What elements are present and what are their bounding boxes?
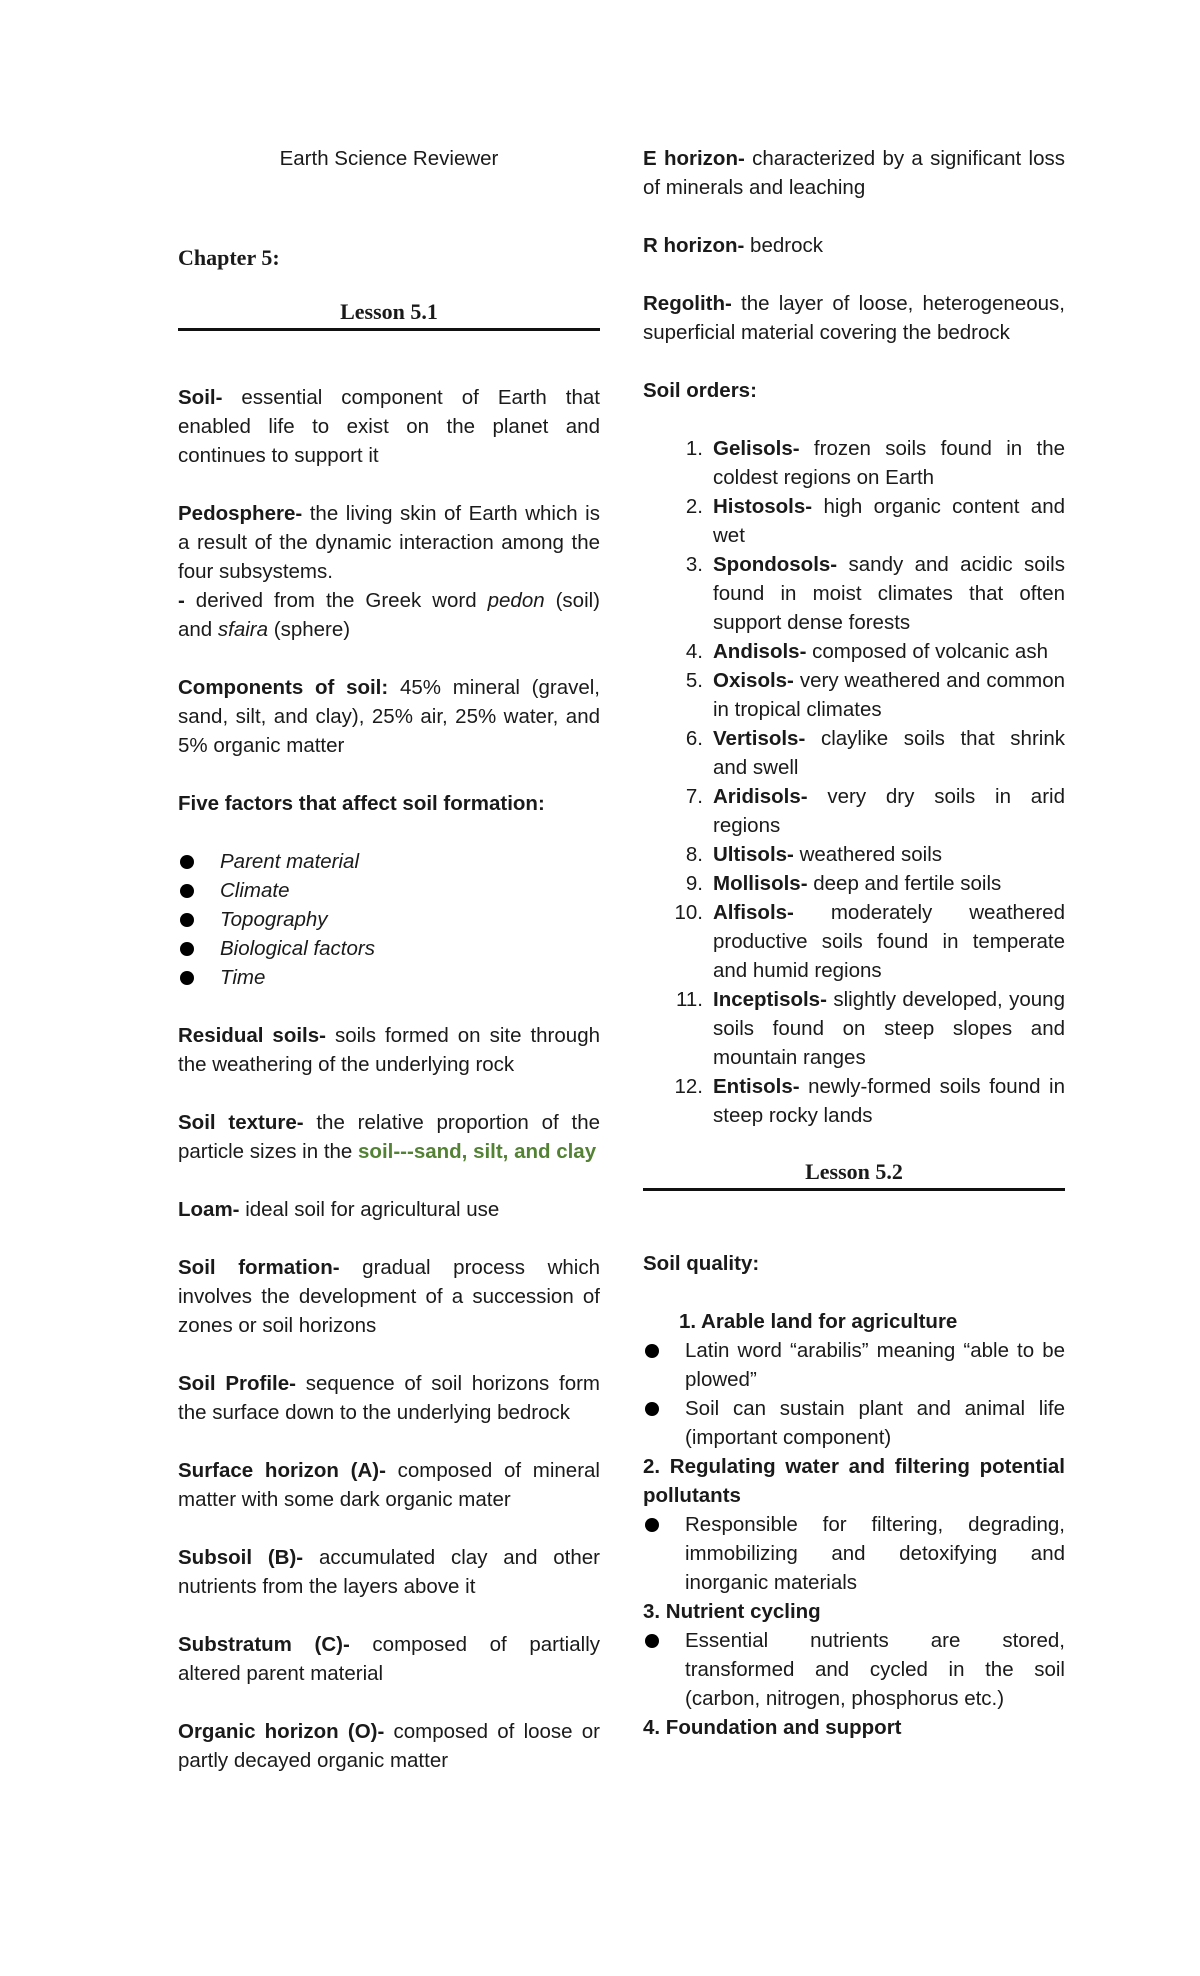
def-horizon-b: accumulated clay and other nutrients from the layers above it bbox=[178, 1546, 601, 1598]
loam-definition bbox=[178, 1195, 600, 1224]
chapter-heading: Chapter 5: bbox=[178, 245, 280, 270]
def-soil: essential component of Earth that enabled life to exist on the planet and continues to support it bbox=[178, 386, 600, 467]
lesson-5-1-heading: Lesson 5.1 bbox=[178, 298, 600, 331]
def-pedosphere: the living skin of Earth which is a result of the dynamic interaction among the four subsystems. bbox=[178, 502, 600, 583]
def-profile: sequence of soil horizons form the surface down to the underlying bedrock bbox=[178, 1372, 600, 1424]
list-item: Topography bbox=[178, 905, 600, 934]
quality-heading: Soil quality: bbox=[643, 1252, 760, 1275]
soil-order-term: Gelisols- bbox=[713, 437, 800, 460]
list-number: 12. bbox=[674, 1075, 703, 1098]
soil-order-definition: frozen soils found in the coldest regions on Earth bbox=[713, 437, 1065, 489]
term-horizon-o: Organic horizon (O)- bbox=[178, 1720, 385, 1743]
list-item: Biological factors bbox=[178, 934, 600, 963]
soil-order-item bbox=[643, 840, 1065, 869]
left-column bbox=[178, 140, 600, 1775]
texture-definition bbox=[178, 1108, 600, 1166]
def-loam: ideal soil for agricultural use bbox=[239, 1198, 500, 1221]
list-item: Climate bbox=[178, 876, 600, 905]
soil-orders-list bbox=[643, 434, 1065, 1130]
term-horizon-r: R horizon- bbox=[643, 234, 745, 257]
term-texture: Soil texture- bbox=[178, 1111, 304, 1134]
word-sfaira: sfaira bbox=[217, 618, 269, 641]
term-soil: Soil- bbox=[178, 386, 223, 409]
term-horizon-e: E horizon- bbox=[643, 147, 745, 170]
gloss-pedon: (soil) and bbox=[178, 589, 601, 641]
quality-section-4-heading: 4. Foundation and support bbox=[643, 1716, 902, 1739]
list-item: Parent material bbox=[178, 847, 600, 876]
list-number: 4. bbox=[685, 640, 703, 663]
word-pedon: pedon bbox=[487, 589, 545, 612]
soil-order-term: Vertisols- bbox=[713, 727, 806, 750]
residual-definition bbox=[178, 1021, 600, 1079]
term-horizon-a: Surface horizon (A)- bbox=[178, 1459, 386, 1482]
def-horizon-e: characterized by a significant loss of minerals and leaching bbox=[643, 147, 1065, 199]
def-horizon-a: composed of mineral matter with some dark organic mater bbox=[178, 1459, 600, 1511]
horizon-r-definition bbox=[643, 231, 1065, 260]
quality-section-1-list bbox=[643, 1336, 1065, 1452]
soil-order-definition: claylike soils that shrink and swell bbox=[713, 727, 1065, 779]
etymology-text: derived from the Greek word bbox=[184, 589, 488, 612]
soil-definition bbox=[178, 383, 600, 470]
soil-order-term: Alfisols- bbox=[713, 901, 794, 924]
profile-definition bbox=[178, 1369, 600, 1427]
factors-list bbox=[178, 847, 600, 992]
soil-order-definition: composed of volcanic ash bbox=[806, 640, 1048, 663]
orders-heading: Soil orders: bbox=[643, 379, 757, 402]
horizon-c-definition bbox=[178, 1630, 600, 1688]
soil-order-item bbox=[643, 1072, 1065, 1130]
lesson-5-2-heading: Lesson 5.2 bbox=[643, 1158, 1065, 1191]
list-item: Time bbox=[178, 963, 600, 992]
def-texture: the relative proportion of the particle sizes in the bbox=[178, 1111, 600, 1163]
horizon-a-definition bbox=[178, 1456, 600, 1514]
list-number: 9. bbox=[685, 872, 703, 895]
soil-order-term: Aridisols- bbox=[713, 785, 808, 808]
soil-order-term: Ultisols- bbox=[713, 843, 794, 866]
soil-order-definition: slightly developed, young soils found on steep slopes and mountain ranges bbox=[713, 988, 1065, 1069]
term-residual: Residual soils- bbox=[178, 1024, 326, 1047]
term-profile: Soil Profile- bbox=[178, 1372, 296, 1395]
term-horizon-b: Subsoil (B)- bbox=[178, 1546, 304, 1569]
list-number: 5. bbox=[685, 669, 703, 692]
texture-highlight: soil---sand, silt, and clay bbox=[358, 1140, 597, 1163]
list-item: Soil can sustain plant and animal life (important component) bbox=[643, 1394, 1065, 1452]
def-residual: soils formed on site through the weathering of the underlying rock bbox=[178, 1024, 600, 1076]
soil-order-item bbox=[643, 898, 1065, 985]
list-number: 1. bbox=[685, 437, 703, 460]
soil-order-term: Inceptisols- bbox=[713, 988, 827, 1011]
horizon-o-definition bbox=[178, 1717, 600, 1775]
soil-order-item bbox=[643, 637, 1065, 666]
soil-order-item bbox=[643, 492, 1065, 550]
quality-section-1-heading: 1. Arable land for agriculture bbox=[679, 1310, 958, 1333]
soil-order-item bbox=[643, 869, 1065, 898]
quality-section-2-list bbox=[643, 1510, 1065, 1597]
soil-order-term: Entisols- bbox=[713, 1075, 800, 1098]
def-horizon-c: composed of partially altered parent material bbox=[178, 1633, 600, 1685]
soil-order-definition: sandy and acidic soils found in moist climates that often support dense forests bbox=[713, 553, 1065, 634]
soil-order-term: Andisols- bbox=[713, 640, 807, 663]
term-components: Components of soil: bbox=[178, 676, 389, 699]
list-item: Responsible for filtering, degrading, immobilizing and detoxifying and inorganic materials bbox=[643, 1510, 1065, 1597]
soil-order-term: Oxisols- bbox=[713, 669, 794, 692]
pedosphere-definition bbox=[178, 499, 600, 586]
list-number: 2. bbox=[685, 495, 703, 518]
list-item: Essential nutrients are stored, transformed and cycled in the soil (carbon, nitrogen, phosphorus etc.) bbox=[643, 1626, 1065, 1713]
document-title: Earth Science Reviewer bbox=[279, 147, 499, 170]
list-number: 10. bbox=[674, 901, 703, 924]
soil-order-definition: weathered soils bbox=[793, 843, 943, 866]
soil-order-item bbox=[643, 782, 1065, 840]
soil-order-term: Mollisols- bbox=[713, 872, 808, 895]
soil-order-definition: high organic content and wet bbox=[713, 495, 1065, 547]
list-number: 7. bbox=[685, 785, 703, 808]
horizon-e-definition bbox=[643, 144, 1065, 202]
soil-order-definition: deep and fertile soils bbox=[807, 872, 1002, 895]
soil-order-definition: very dry soils in arid regions bbox=[713, 785, 1065, 837]
def-horizon-o: composed of loose or partly decayed organic matter bbox=[178, 1720, 600, 1772]
soil-order-term: Spondosols- bbox=[713, 553, 838, 576]
list-item: Latin word “arabilis” meaning “able to be plowed” bbox=[643, 1336, 1065, 1394]
soil-order-definition: very weathered and common in tropical climates bbox=[713, 669, 1065, 721]
quality-section-3-list bbox=[643, 1626, 1065, 1713]
factors-heading: Five factors that affect soil formation: bbox=[178, 792, 545, 815]
def-regolith: the layer of loose, heterogeneous, superficial material covering the bedrock bbox=[643, 292, 1065, 344]
list-number: 11. bbox=[676, 988, 703, 1011]
gloss-sfaira: (sphere) bbox=[268, 618, 351, 641]
horizon-b-definition bbox=[178, 1543, 600, 1601]
soil-order-item bbox=[643, 550, 1065, 637]
soil-order-item bbox=[643, 666, 1065, 724]
soil-order-item bbox=[643, 724, 1065, 782]
def-components: 45% mineral (gravel, sand, silt, and clay), 25% air, 25% water, and 5% organic matter bbox=[178, 676, 600, 757]
term-formation: Soil formation- bbox=[178, 1256, 340, 1279]
term-pedosphere: Pedosphere- bbox=[178, 502, 303, 525]
soil-order-item bbox=[643, 434, 1065, 492]
list-number: 8. bbox=[685, 843, 703, 866]
formation-definition bbox=[178, 1253, 600, 1340]
components-definition bbox=[178, 673, 600, 760]
dash-marker: - bbox=[178, 589, 185, 612]
soil-order-item bbox=[643, 985, 1065, 1072]
quality-section-2-heading: 2. Regulating water and filtering potential pollutants bbox=[643, 1455, 1065, 1507]
list-number: 3. bbox=[685, 553, 703, 576]
quality-section-3-heading: 3. Nutrient cycling bbox=[643, 1600, 821, 1623]
regolith-definition bbox=[643, 289, 1065, 347]
def-horizon-r: bedrock bbox=[744, 234, 823, 257]
soil-order-term: Histosols- bbox=[713, 495, 813, 518]
term-horizon-c: Substratum (C)- bbox=[178, 1633, 350, 1656]
pedosphere-etymology bbox=[178, 586, 600, 644]
term-loam: Loam- bbox=[178, 1198, 240, 1221]
right-column bbox=[643, 140, 1065, 1742]
def-formation: gradual process which involves the development of a succession of zones or soil horizons bbox=[178, 1256, 600, 1337]
list-number: 6. bbox=[685, 727, 703, 750]
soil-order-definition: moderately weathered productive soils found in temperate and humid regions bbox=[713, 901, 1065, 982]
term-regolith: Regolith- bbox=[643, 292, 732, 315]
soil-order-definition: newly-formed soils found in steep rocky lands bbox=[713, 1075, 1065, 1127]
